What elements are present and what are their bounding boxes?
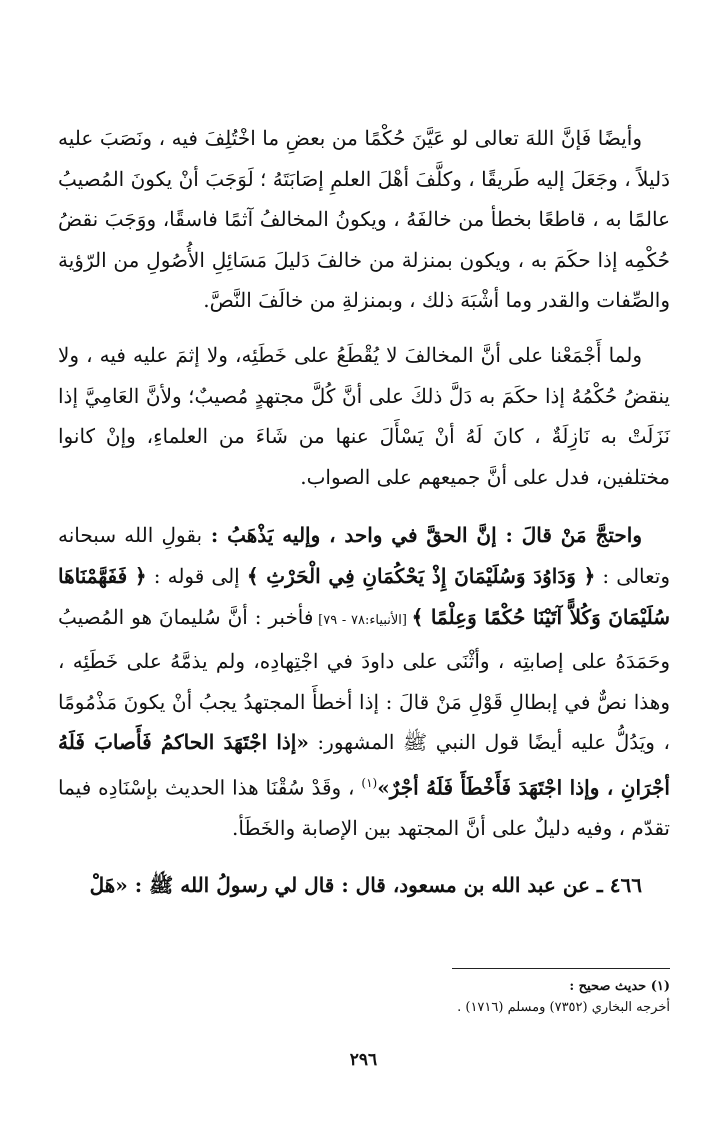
hadith-start: «هَلْ bbox=[89, 872, 128, 897]
hadith-number-line: ٤٦٦ ـ عن عبد الله بن مسعود، قال : قال لي رسولُ الله ﷺ : bbox=[127, 872, 642, 897]
paragraph-4 bbox=[58, 865, 670, 906]
page-number: ٢٩٦ bbox=[349, 1050, 378, 1070]
footnote-marker: (١) bbox=[361, 775, 378, 790]
argument-intro: واحتجَّ مَنْ قالَ : إنَّ الحقَّ في واحد ، وإليه يَذْهَبُ : bbox=[202, 523, 643, 548]
verse-reference: [الأنبياء:٧٨ - ٧٩] bbox=[313, 612, 412, 628]
conclusion-text: ، وقَدْ سُقْنَا هذا الحديث بإسْنَادِه فيما تقدّم ، وفيه دليلٌ على أنَّ المجتهد بين الإصابة والخَطَأ. bbox=[58, 775, 670, 841]
quran-verse-1: ﴿ وَدَاوُدَ وَسُلَيْمَانَ إِذْ يَحْكُمَانِ فِي الْحَرْثِ ﴾ bbox=[246, 563, 596, 588]
paragraph-1: وأيضًا فَإنَّ اللهَ تعالى لو عَيَّنَ حُكْمًا من بعضِ ما اخْتُلِفَ فيه ، ونَصَبَ عليه دَليلاً ، وجَعَلَ إليه طَريقًا ، وكلَّفَ أهْلَ العلمِ إصَابَتَهُ ؛ لَوَجَبَ أنْ يكونَ المُصيبُ عالمًا به ، قاطعًا بخطأ من خالفَهُ ، ويكونُ المخالفُ آثمًا فاسقًا، ووَجَبَ نقضُ حُكْمِه إذا حكَمَ به ، ويكون بمنزلة من خالفَ دَليلَ مَسَائِلِ الأُصُولِ من الرّؤية والصِّفات والقدر وما أشْبَهَ ذلك ، وبمنزلةِ من خالَفَ النَّصَّ. bbox=[58, 126, 670, 313]
footnote-title: (١) حديث صحيح : bbox=[569, 979, 670, 994]
quran-verse-2: ﴿ فَفَهَّمْنَاهَا سُلَيْمَانَ وَكُلاًّ آتَيْنَا حُكْمًا وَعِلْمًا ﴾ bbox=[58, 563, 670, 629]
main-text bbox=[58, 118, 670, 905]
footnote-divider bbox=[452, 968, 670, 969]
explanation-text: فأخبر : أنَّ سُليمانَ هو المُصيبُ وحَمَدَهُ على إصابتِه ، وأثْنَى على داودَ في اجْتِهادِه، ولم يذمَّهُ على خَطَئِه ، وهذا نصٌّ في إبطالِ قَوْلِ مَنْ قالَ : إذا أخطأَ المجتهدُ يجبُ أنْ يكونَ مَذْمُومًا ، ويَدُلُّ عليه أيضًا قول النبي ﷺ المشهور: bbox=[58, 604, 670, 755]
argument-text: بقولِ الله سبحانه وتعالى : bbox=[58, 523, 671, 588]
footnotes bbox=[300, 976, 670, 1018]
hadith-quote: «إذا اجْتَهَدَ الحاكمُ فَأَصابَ فَلَهُ أجْرَانِ ، وإذا اجْتَهَدَ فَأَخْطَأَ فَلَهُ أجْرٌ» bbox=[58, 730, 670, 800]
connector-text: إلى قوله : bbox=[146, 563, 247, 588]
paragraph-3 bbox=[58, 515, 670, 848]
footnote-text: أخرجه البخاري (٧٣٥٢) ومسلم (١٧١٦) . bbox=[457, 1000, 670, 1015]
paragraph-2: ولما أَجْمَعْنا على أنَّ المخالفَ لا يُقْطَعُ على خَطَئِه، ولا إثمَ عليه فيه ، ولا ينقضُ حُكْمُهُ إذا حكَمَ به دَلَّ ذلكَ على أنَّ كُلَّ مجتهدٍ مُصيبٌ؛ ولأنَّ العَامِيَّ إذا نَزَلَتْ به نَازِلَةٌ ، كانَ لَهُ أنْ يَسْأَلَ عنها من شَاءَ من العلماءِ، وإنْ كانوا مختلفين، فدل على أنَّ جميعهم على الصواب. bbox=[58, 342, 670, 489]
